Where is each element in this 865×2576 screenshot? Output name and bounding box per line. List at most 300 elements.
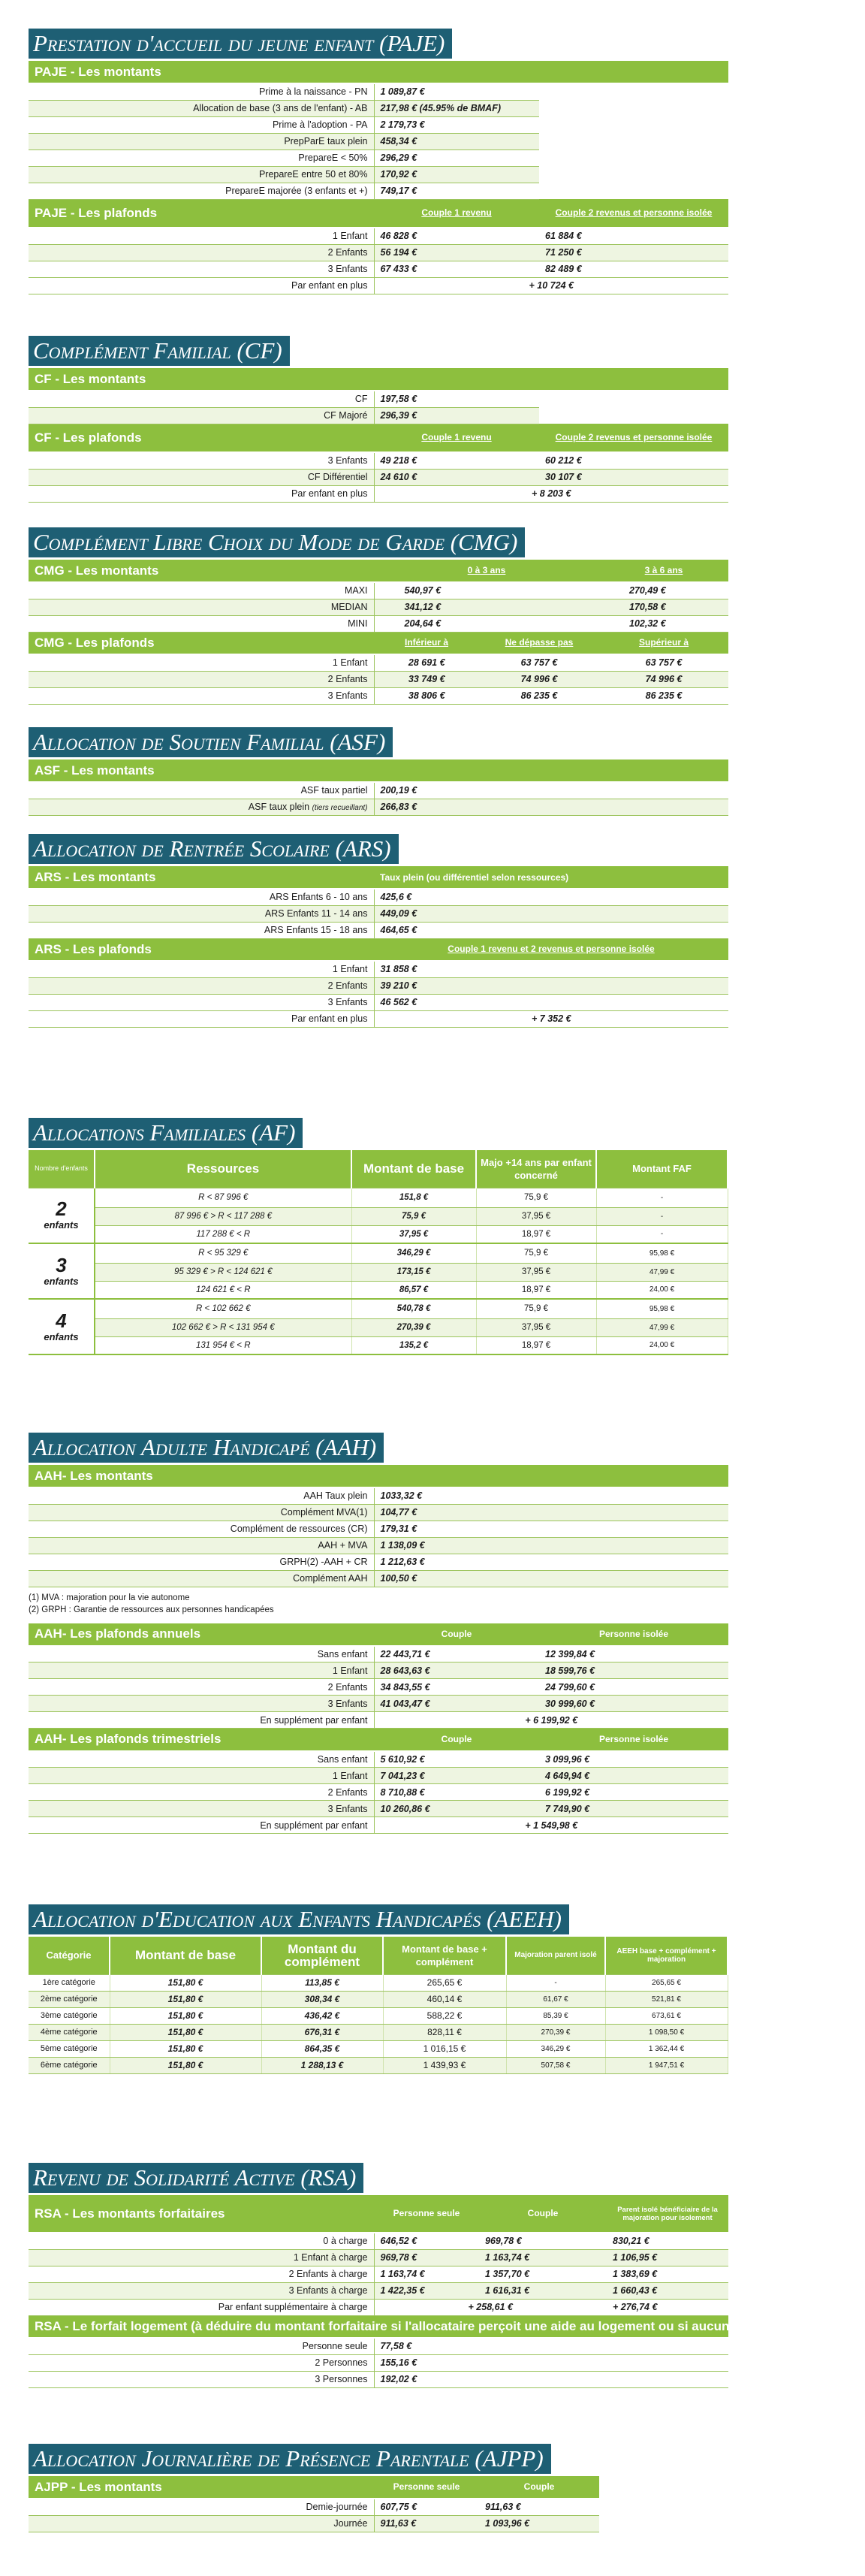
row-value: 86 235 € — [479, 687, 599, 704]
af-section — [29, 1118, 728, 1355]
rsa-supp-value: + 258,61 € — [374, 2299, 607, 2315]
af-ressources — [95, 1336, 351, 1354]
aeeh-cat: 4ème catégorie — [29, 2024, 110, 2040]
aeeh-h-basecomp: Montant de base + complément — [383, 1937, 506, 1974]
row-value: 155,16 € — [374, 2354, 728, 2371]
row-value: 22 443,71 € — [374, 1646, 539, 1662]
rsa-col3: Parent isolé bénéficiaire de la majoration pour isolement — [607, 2195, 728, 2233]
aeeh-comp: 864,35 € — [261, 2040, 383, 2057]
paje-col2: Couple 2 revenus et personne isolée — [539, 199, 728, 228]
ars-title: Allocation de Rentrée Scolaire (ARS) — [29, 834, 399, 864]
table-row — [29, 889, 728, 905]
af-group-label — [29, 1243, 95, 1299]
row-value: 4 649,94 € — [539, 1768, 728, 1784]
rsa-col1: Personne seule — [374, 2195, 479, 2233]
row-value: 1 163,74 € — [479, 2249, 607, 2266]
table-row — [29, 100, 728, 116]
af-ressources-a: R — [198, 1249, 205, 1258]
row-value: 102,32 € — [599, 615, 728, 632]
table-row — [29, 1696, 728, 1712]
table-row — [29, 2249, 728, 2266]
row-value: 12 399,84 € — [539, 1646, 728, 1662]
ars-plafonds-header: ARS - Les plafonds — [29, 938, 374, 961]
af-ressources-a: 87 996 € > R < — [174, 1212, 232, 1221]
asf-row-label — [29, 799, 374, 815]
af-montant: 75,9 € — [351, 1207, 476, 1225]
cf-section — [29, 336, 728, 503]
aeeh-base: 151,80 € — [110, 2024, 261, 2040]
aeeh-row — [29, 1974, 728, 1991]
aeeh-row — [29, 2007, 728, 2024]
table-row — [29, 1784, 728, 1801]
aeeh-cat: 1ère catégorie — [29, 1974, 110, 1991]
row-label: 1 Enfant à charge — [29, 2249, 374, 2266]
ajpp-title: Allocation Journalière de Présence Parentale (AJPP) — [29, 2444, 551, 2474]
af-ressources — [95, 1243, 351, 1263]
row-value: 464,65 € — [374, 922, 728, 938]
aah-col2: Personne isolée — [539, 1623, 728, 1646]
row-value: 74 996 € — [479, 671, 599, 687]
row-value: 8 710,88 € — [374, 1784, 539, 1801]
row-label: Journée — [29, 2515, 374, 2532]
ars-section — [29, 834, 728, 1028]
table-row — [29, 2371, 728, 2387]
aah-trim-supp-value: + 1 549,98 € — [374, 1817, 728, 1834]
aah-footnote-1: (1) MVA : majoration pour la vie autonome — [29, 1593, 190, 1602]
af-ressources — [95, 1188, 351, 1207]
row-value: 67 433 € — [374, 261, 539, 277]
row-label: ARS Enfants 15 - 18 ans — [29, 922, 374, 938]
row-value: 5 610,92 € — [374, 1751, 539, 1768]
row-value: 270,49 € — [599, 582, 728, 599]
af-ressources-a: 124 621 € < R — [195, 1285, 251, 1294]
af-h-ressources: Ressources — [95, 1150, 351, 1188]
af-group-count: 4 — [56, 1309, 67, 1332]
af-faf: - — [596, 1225, 728, 1243]
table-row — [29, 116, 728, 133]
table-row — [29, 1521, 728, 1537]
af-faf: - — [596, 1188, 728, 1207]
table-row — [29, 407, 728, 424]
rsa-title: Revenu de Solidarité Active (RSA) — [29, 2163, 363, 2193]
table-row — [29, 2338, 728, 2354]
af-row — [29, 1243, 728, 1263]
aah-title: Allocation Adulte Handicapé (AAH) — [29, 1433, 384, 1463]
aah-col1: Couple — [374, 1729, 539, 1751]
aeeh-cat: 5ème catégorie — [29, 2040, 110, 2057]
aeeh-comp: 676,31 € — [261, 2024, 383, 2040]
af-row — [29, 1263, 728, 1281]
rsa-logement-note: (à déduire du montant forfaitaire si l'allocataire perçoit une aide au logement ou si aucune charge de logement) — [191, 2318, 865, 2333]
table-row — [29, 582, 728, 599]
cmg-pcol1: Inférieur à — [374, 632, 479, 654]
af-faf: - — [596, 1207, 728, 1225]
asf-taux-plein-note: (tiers recueillant) — [312, 804, 368, 812]
aeeh-row — [29, 1991, 728, 2007]
af-majo: 75,9 € — [476, 1299, 596, 1318]
cmg-montants-header: CMG - Les montants — [29, 560, 374, 582]
table-row — [29, 1801, 728, 1817]
row-label: 2 Enfants à charge — [29, 2266, 374, 2282]
row-value: 104,77 € — [374, 1504, 728, 1521]
aah-montants-header: AAH- Les montants — [29, 1465, 728, 1487]
row-label: 3 Enfants — [29, 1801, 374, 1817]
aah-col2: Personne isolée — [539, 1729, 728, 1751]
table-row — [29, 133, 728, 149]
row-value: 458,34 € — [374, 133, 539, 149]
af-group-unit: enfants — [44, 1219, 79, 1231]
af-ressources-b: 117 288 € — [234, 1212, 273, 1221]
row-value: 86 235 € — [599, 687, 728, 704]
row-label: PrepParE taux plein — [29, 133, 374, 149]
row-label: Allocation de base (3 ans de l'enfant) - AB — [29, 100, 374, 116]
table-row — [29, 1570, 728, 1587]
row-label: 2 Personnes — [29, 2354, 374, 2371]
paje-section — [29, 29, 728, 294]
row-value: 425,6 € — [374, 889, 728, 905]
af-ressources — [95, 1207, 351, 1225]
table-row — [29, 1504, 728, 1521]
row-value: 1 383,69 € — [607, 2266, 728, 2282]
aah-plafonds-table — [29, 1623, 728, 1835]
af-faf: 95,98 € — [596, 1243, 728, 1263]
row-value: 1 089,87 € — [374, 83, 539, 100]
table-row — [29, 228, 728, 244]
table-row — [29, 149, 728, 166]
cmg-section — [29, 527, 728, 705]
row-label: 3 Enfants — [29, 261, 374, 277]
aah-annuels-supp-value: + 6 199,92 € — [374, 1712, 728, 1729]
table-row — [29, 961, 728, 977]
aeeh-comp: 1 288,13 € — [261, 2057, 383, 2073]
table-row — [29, 615, 728, 632]
table-row — [29, 2354, 728, 2371]
row-value: 34 843,55 € — [374, 1679, 539, 1696]
row-value: 646,52 € — [374, 2233, 479, 2249]
af-majo: 37,95 € — [476, 1207, 596, 1225]
aeeh-comp: 308,34 € — [261, 1991, 383, 2007]
ars-col-label: Taux plein — [380, 871, 424, 883]
asf-montants-header: ASF - Les montants — [29, 760, 728, 782]
af-montant: 270,39 € — [351, 1318, 476, 1336]
ars-pcol: Couple 1 revenu et 2 revenus et personne isolée — [374, 938, 728, 961]
af-montant: 135,2 € — [351, 1336, 476, 1354]
row-value: 30 107 € — [539, 469, 728, 485]
row-label: 2 Enfants — [29, 244, 374, 261]
aeeh-h-total: AEEH base + complément + majoration — [605, 1937, 728, 1974]
table-row — [29, 83, 728, 100]
table-row — [29, 1662, 728, 1679]
cmg-plafonds-header: CMG - Les plafonds — [29, 632, 374, 654]
table-row — [29, 1751, 728, 1768]
table-row — [29, 2282, 728, 2299]
row-value: 449,09 € — [374, 905, 728, 922]
af-majo: 37,95 € — [476, 1318, 596, 1336]
row-value: 71 250 € — [539, 244, 728, 261]
row-value: 969,78 € — [374, 2249, 479, 2266]
af-table — [29, 1150, 728, 1355]
row-label: PrepareE entre 50 et 80% — [29, 166, 374, 183]
row-value: 1 106,95 € — [607, 2249, 728, 2266]
ars-col — [374, 866, 728, 889]
row-label: CF Majoré — [29, 407, 374, 424]
ars-montants-header: ARS - Les montants — [29, 866, 374, 889]
cf-title: Complément Familial (CF) — [29, 336, 290, 366]
row-value: 56 194 € — [374, 244, 539, 261]
row-value: 31 858 € — [374, 961, 728, 977]
paje-title: Prestation d'accueil du jeune enfant (PAJE) — [29, 29, 452, 59]
aeeh-base: 151,80 € — [110, 1974, 261, 1991]
cmg-col2: 3 à 6 ans — [599, 560, 728, 582]
row-label: 3 Enfants — [29, 452, 374, 469]
aeeh-section — [29, 1904, 728, 2074]
rsa-table — [29, 2195, 865, 2388]
row-label: CF — [29, 391, 374, 407]
rsa-supp-label: Par enfant supplémentaire à charge — [29, 2299, 374, 2315]
row-value: 192,02 € — [374, 2371, 728, 2387]
af-ressources-b: 131 954 € — [236, 1323, 275, 1332]
aeeh-row — [29, 2024, 728, 2040]
af-faf: 95,98 € — [596, 1299, 728, 1318]
cmg-table — [29, 560, 728, 705]
table-row — [29, 183, 728, 199]
paje-plafonds-header: PAJE - Les plafonds — [29, 199, 374, 228]
af-ressources-a: 102 662 € > R < — [171, 1323, 234, 1332]
aeeh-title: Allocation d'Education aux Enfants Handicapés (AEEH) — [29, 1904, 569, 1934]
table-row — [29, 469, 728, 485]
row-label: 1 Enfant — [29, 228, 374, 244]
af-ressources-b: < 87 996 € — [206, 1193, 249, 1202]
aeeh-table — [29, 1937, 728, 2074]
paje-table — [29, 61, 728, 294]
row-value: 341,12 € — [374, 599, 599, 615]
row-label: AAH Taux plein — [29, 1487, 374, 1504]
af-ressources-a: 95 329 € > R < — [174, 1267, 232, 1276]
row-value: 1 660,43 € — [607, 2282, 728, 2299]
aeeh-cat: 3ème catégorie — [29, 2007, 110, 2024]
aah-footnotes — [29, 1592, 728, 1616]
ars-col-note: (ou différentiel selon ressources) — [426, 871, 569, 883]
row-value: 82 489 € — [539, 261, 728, 277]
aeeh-h-majo: Majoration parent isolé — [506, 1937, 605, 1974]
cf-col1: Couple 1 revenu — [374, 424, 539, 452]
ajpp-montants-header: AJPP - Les montants — [29, 2476, 374, 2499]
cf-per-child-label: Par enfant en plus — [29, 485, 374, 502]
af-ressources — [95, 1281, 351, 1299]
row-value: 63 757 € — [599, 654, 728, 671]
cmg-pcol3: Supérieur à — [599, 632, 728, 654]
row-value: 28 643,63 € — [374, 1662, 539, 1679]
aah-footnote-2: (2) GRPH : Garantie de ressources aux personnes handicapées — [29, 1605, 274, 1614]
table-row — [29, 244, 728, 261]
row-value: 2 179,73 € — [374, 116, 539, 133]
row-value: 10 260,86 € — [374, 1801, 539, 1817]
row-value: 1 422,35 € — [374, 2282, 479, 2299]
row-label: MEDIAN — [29, 599, 374, 615]
af-faf: 47,99 € — [596, 1318, 728, 1336]
row-value: 830,21 € — [607, 2233, 728, 2249]
aeeh-majo: 346,29 € — [506, 2040, 605, 2057]
af-row — [29, 1336, 728, 1354]
aeeh-majo: 61,67 € — [506, 1991, 605, 2007]
row-value: 74 996 € — [599, 671, 728, 687]
aeeh-base: 151,80 € — [110, 1991, 261, 2007]
af-ressources-a: R — [195, 1304, 203, 1314]
row-label: 1 Enfant — [29, 1662, 374, 1679]
af-ressources — [95, 1225, 351, 1243]
row-value: 61 884 € — [539, 228, 728, 244]
af-ressources-a: R — [198, 1193, 205, 1202]
aeeh-comp: 436,42 € — [261, 2007, 383, 2024]
af-montant: 346,29 € — [351, 1243, 476, 1263]
cf-per-child-value: + 8 203 € — [374, 485, 728, 502]
aeeh-total: 1 098,50 € — [605, 2024, 728, 2040]
row-value: 170,58 € — [599, 599, 728, 615]
table-row — [29, 599, 728, 615]
af-ressources-b: < 102 662 € — [204, 1304, 251, 1314]
row-value: 1 616,31 € — [479, 2282, 607, 2299]
row-value: 38 806 € — [374, 687, 479, 704]
af-ressources — [95, 1263, 351, 1281]
row-value: 1 163,74 € — [374, 2266, 479, 2282]
af-majo: 75,9 € — [476, 1243, 596, 1263]
aeeh-base: 151,80 € — [110, 2057, 261, 2073]
row-label: 3 Personnes — [29, 2371, 374, 2387]
aeeh-basecomp: 1 439,93 € — [383, 2057, 506, 2073]
af-ressources-b: 124 621 € — [234, 1267, 273, 1276]
row-value: 7 041,23 € — [374, 1768, 539, 1784]
paje-montants-header: PAJE - Les montants — [29, 61, 728, 83]
aeeh-basecomp: 588,22 € — [383, 2007, 506, 2024]
aeeh-basecomp: 1 016,15 € — [383, 2040, 506, 2057]
af-ressources — [95, 1299, 351, 1318]
row-label: PrepareE majorée (3 enfants et +) — [29, 183, 374, 199]
row-label: Sans enfant — [29, 1646, 374, 1662]
row-label: 3 Enfants à charge — [29, 2282, 374, 2299]
af-h-nombre: Nombre d'enfants — [29, 1150, 95, 1188]
af-h-majo: Majo +14 ans par enfant concerné — [476, 1150, 596, 1188]
af-row — [29, 1225, 728, 1243]
aeeh-total: 673,61 € — [605, 2007, 728, 2024]
af-montant: 86,57 € — [351, 1281, 476, 1299]
table-row — [29, 2266, 728, 2282]
row-value: 46 828 € — [374, 228, 539, 244]
row-value: 969,78 € — [479, 2233, 607, 2249]
aah-trim-supp-label: En supplément par enfant — [29, 1817, 374, 1834]
table-row — [29, 452, 728, 469]
af-majo: 75,9 € — [476, 1188, 596, 1207]
af-montant: 173,15 € — [351, 1263, 476, 1281]
row-value: 197,58 € — [374, 391, 539, 407]
row-value: 39 210 € — [374, 977, 728, 994]
aeeh-total: 265,65 € — [605, 1974, 728, 1991]
row-label: 3 Enfants — [29, 994, 374, 1010]
row-label: MINI — [29, 615, 374, 632]
ajpp-section — [29, 2444, 599, 2532]
table-row — [29, 1646, 728, 1662]
af-montant: 37,95 € — [351, 1225, 476, 1243]
ajpp-table — [29, 2476, 599, 2532]
row-label: Demie-journée — [29, 2499, 374, 2515]
aah-montants-table — [29, 1465, 728, 1587]
af-group-count: 3 — [56, 1253, 67, 1276]
row-value: 1 093,96 € — [479, 2515, 599, 2532]
row-value: 749,17 € — [374, 183, 539, 199]
row-label: 2 Enfants — [29, 1784, 374, 1801]
af-montant: 540,78 € — [351, 1299, 476, 1318]
row-value: 18 599,76 € — [539, 1662, 728, 1679]
table-row — [29, 1554, 728, 1570]
row-label: MAXI — [29, 582, 374, 599]
af-row — [29, 1188, 728, 1207]
paje-per-child-label: Par enfant en plus — [29, 277, 374, 294]
rsa-logement-title: RSA - Le forfait logement — [35, 2318, 188, 2333]
af-group-label — [29, 1299, 95, 1354]
aeeh-comp: 113,85 € — [261, 1974, 383, 1991]
af-h-montant: Montant de base — [351, 1150, 476, 1188]
table-row — [29, 2499, 599, 2515]
af-group-unit: enfants — [44, 1330, 79, 1342]
aeeh-basecomp: 460,14 € — [383, 1991, 506, 2007]
row-label: ARS Enfants 11 - 14 ans — [29, 905, 374, 922]
aeeh-base: 151,80 € — [110, 2040, 261, 2057]
table-row — [29, 2515, 599, 2532]
aeeh-cat: 2ème catégorie — [29, 1991, 110, 2007]
af-ressources — [95, 1318, 351, 1336]
row-value: 1 212,63 € — [374, 1554, 728, 1570]
af-majo: 18,97 € — [476, 1281, 596, 1299]
aeeh-total: 521,81 € — [605, 1991, 728, 2007]
aah-annuels-supp-label: En supplément par enfant — [29, 1712, 374, 1729]
cf-montants-header: CF - Les montants — [29, 368, 728, 391]
row-value: 170,92 € — [374, 166, 539, 183]
row-value: 77,58 € — [374, 2338, 728, 2354]
row-value: 28 691 € — [374, 654, 479, 671]
row-value: 204,64 € — [374, 615, 599, 632]
row-label: Complément MVA(1) — [29, 1504, 374, 1521]
rsa-col2: Couple — [479, 2195, 607, 2233]
aeeh-h-comp: Montant du complément — [261, 1937, 383, 1974]
table-row — [29, 261, 728, 277]
asf-row-value: 266,83 € — [374, 799, 728, 815]
row-value: 7 749,90 € — [539, 1801, 728, 1817]
row-value: 296,39 € — [374, 407, 539, 424]
row-label: 1 Enfant — [29, 961, 374, 977]
af-montant: 151,8 € — [351, 1188, 476, 1207]
row-value: 540,97 € — [374, 582, 599, 599]
aeeh-h-base: Montant de base — [110, 1937, 261, 1974]
row-label: 0 à charge — [29, 2233, 374, 2249]
table-row — [29, 166, 728, 183]
row-value: 3 099,96 € — [539, 1751, 728, 1768]
aeeh-basecomp: 828,11 € — [383, 2024, 506, 2040]
table-row — [29, 1537, 728, 1554]
row-label: Personne seule — [29, 2338, 374, 2354]
rsa-section — [29, 2163, 865, 2388]
table-row — [29, 687, 728, 704]
aeeh-majo: 507,58 € — [506, 2057, 605, 2073]
row-value: 30 999,60 € — [539, 1696, 728, 1712]
row-value: 33 749 € — [374, 671, 479, 687]
row-value: 100,50 € — [374, 1570, 728, 1587]
af-title: Allocations Familiales (AF) — [29, 1118, 303, 1148]
aah-annuels-header: AAH- Les plafonds annuels — [29, 1623, 374, 1646]
row-value: 24 799,60 € — [539, 1679, 728, 1696]
row-label: 2 Enfants — [29, 977, 374, 994]
table-row — [29, 994, 728, 1010]
table-row — [29, 1679, 728, 1696]
table-row — [29, 922, 728, 938]
